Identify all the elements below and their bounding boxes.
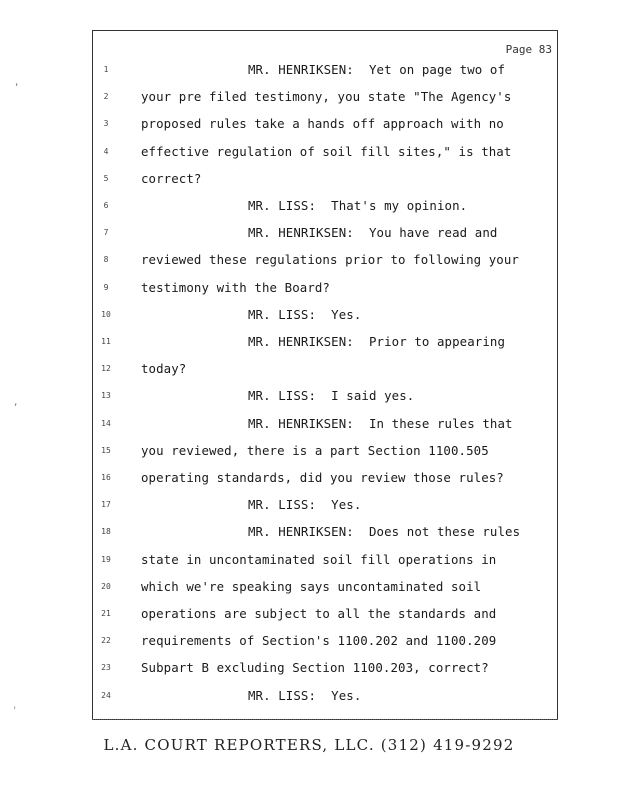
line-number: 6 xyxy=(103,201,109,210)
line-text: MR. HENRIKSEN: Does not these rules xyxy=(248,524,521,540)
line-text: MR. LISS: That's my opinion. xyxy=(248,198,468,213)
transcript-line xyxy=(0,116,618,143)
line-number: 16 xyxy=(101,473,111,482)
line-text: effective regulation of soil fill sites," is that xyxy=(141,143,512,159)
line-number: 5 xyxy=(103,173,109,183)
line-number: 15 xyxy=(101,445,111,455)
line-number: 19 xyxy=(101,554,111,564)
line-text: proposed rules take a hands off approach with no xyxy=(141,116,504,132)
transcript-line xyxy=(0,62,618,89)
line-number: 18 xyxy=(101,527,111,537)
transcript-line xyxy=(0,361,618,388)
transcript-line xyxy=(0,497,618,524)
line-number: 21 xyxy=(101,609,111,618)
line-text: MR. LISS: I said yes. xyxy=(248,388,415,404)
transcript-line xyxy=(0,470,618,497)
line-number: 2 xyxy=(103,92,109,102)
line-number: 23 xyxy=(101,663,111,673)
line-text: MR. LISS: Yes. xyxy=(248,687,362,703)
line-number: 9 xyxy=(103,282,109,292)
transcript-line xyxy=(0,416,618,443)
reporter-footer: L.A. COURT REPORTERS, LLC. (312) 419-9292 xyxy=(103,736,515,754)
transcript-line xyxy=(0,144,618,171)
transcript-line xyxy=(0,688,618,715)
transcript-line xyxy=(0,225,618,252)
line-text: MR. HENRIKSEN: Prior to appearing xyxy=(248,334,506,349)
line-number: 10 xyxy=(101,309,111,319)
transcript-line xyxy=(0,606,618,633)
line-number: 11 xyxy=(101,337,111,346)
transcript-line xyxy=(0,660,618,687)
transcript-line xyxy=(0,280,618,307)
page-number: Page 83 xyxy=(505,43,552,56)
scan-mark: , xyxy=(13,398,19,408)
line-number: 20 xyxy=(101,581,111,591)
line-text: MR. LISS: Yes. xyxy=(248,497,362,513)
line-text: MR. HENRIKSEN: In these rules that xyxy=(248,415,513,431)
line-text: you reviewed, there is a part Section 1100.505 xyxy=(141,442,489,458)
transcript-line xyxy=(0,198,618,225)
line-number: 7 xyxy=(103,228,109,238)
line-text: state in uncontaminated soil fill operations in xyxy=(141,551,497,567)
line-number: 12 xyxy=(101,364,111,374)
line-number: 22 xyxy=(101,636,111,646)
line-text: MR. HENRIKSEN: You have read and xyxy=(248,225,498,241)
transcript-line xyxy=(0,633,618,660)
transcript-line xyxy=(0,171,618,198)
line-text: MR. LISS: Yes. xyxy=(248,306,362,322)
line-text: requirements of Section's 1100.202 and 1100.209 xyxy=(141,633,497,649)
line-number: 4 xyxy=(103,146,109,156)
transcript-line xyxy=(0,307,618,334)
scan-mark: ' xyxy=(12,706,18,716)
line-number: 1 xyxy=(103,65,109,74)
line-text: MR. HENRIKSEN: Yet on page two of xyxy=(248,62,506,77)
transcript-line xyxy=(0,334,618,361)
line-text: correct? xyxy=(141,170,202,186)
line-text: operations are subject to all the standards and xyxy=(141,606,497,621)
line-number: 24 xyxy=(101,690,111,700)
scan-mark: , xyxy=(14,78,20,88)
frame-scan-noise xyxy=(92,719,558,722)
line-text: your pre filed testimony, you state "The Agency's xyxy=(141,89,512,105)
transcript-line xyxy=(0,524,618,551)
line-text: today? xyxy=(141,361,187,377)
line-text: reviewed these regulations prior to following your xyxy=(141,252,519,268)
transcript-line xyxy=(0,552,618,579)
transcript-line xyxy=(0,388,618,415)
transcript-line xyxy=(0,579,618,606)
line-number: 13 xyxy=(101,391,111,401)
transcript-line xyxy=(0,89,618,116)
line-number: 3 xyxy=(103,119,109,129)
transcript-line xyxy=(0,252,618,279)
line-number: 17 xyxy=(101,500,111,510)
line-text: Subpart B excluding Section 1100.203, correct? xyxy=(141,660,489,676)
line-number: 14 xyxy=(101,418,111,428)
line-number: 8 xyxy=(103,255,109,265)
line-text: testimony with the Board? xyxy=(141,279,330,295)
line-text: which we're speaking says uncontaminated soil xyxy=(141,578,482,594)
transcript-line xyxy=(0,443,618,470)
line-text: operating standards, did you review those rules? xyxy=(141,470,504,485)
